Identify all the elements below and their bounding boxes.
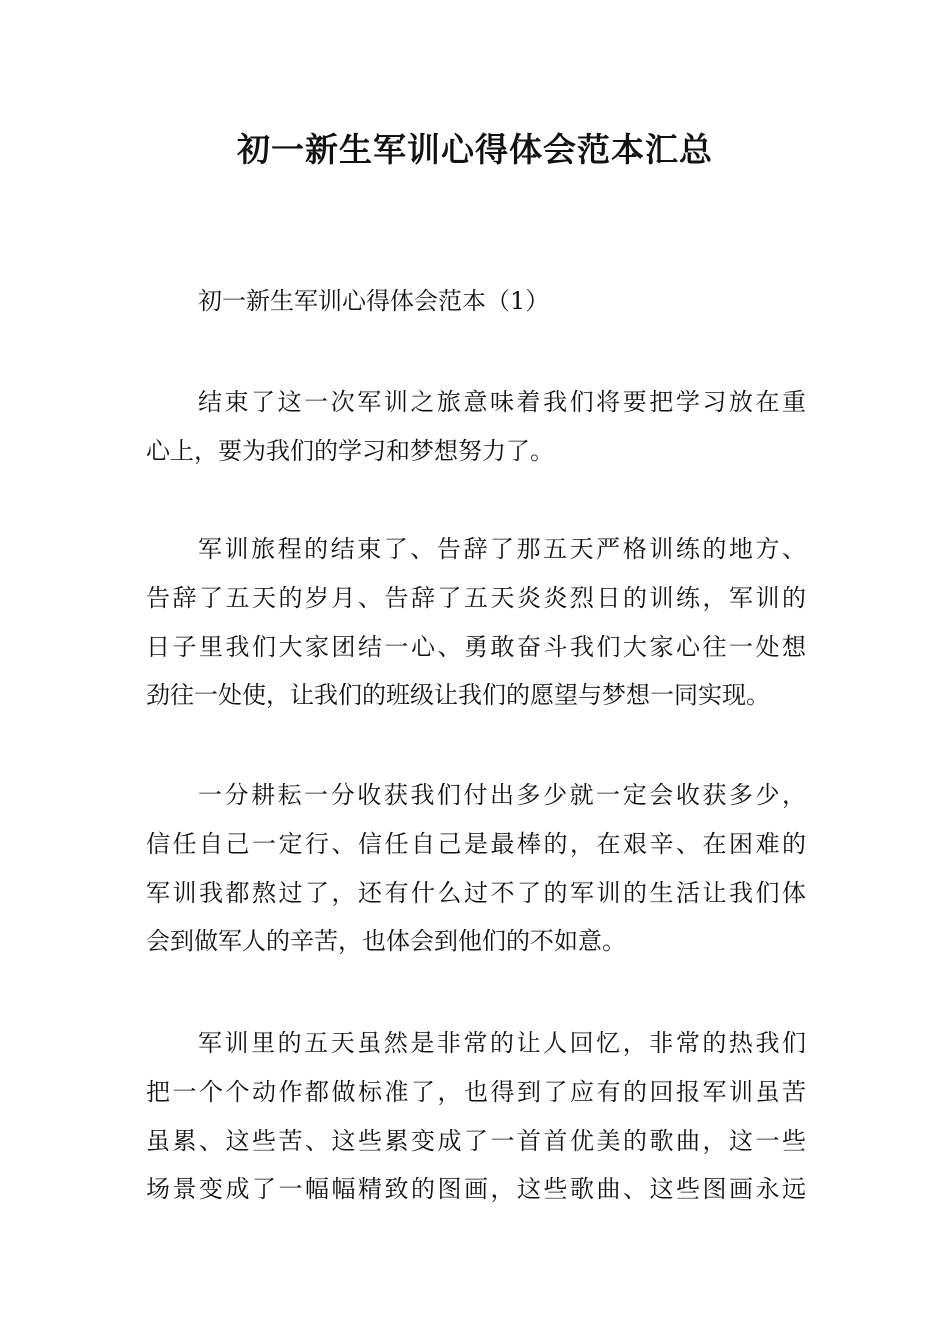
paragraph-line: 信任自己一定行、信任自己是最棒的，在艰辛、在困难的 [146, 829, 806, 858]
paragraph-line: 场景变成了一幅幅精致的图画，这些歌曲、这些图画永远 [146, 1175, 806, 1204]
paragraph-3 [146, 771, 806, 966]
document-title: 初一新生军训心得体会范本汇总 [237, 130, 713, 169]
paragraph-2 [146, 525, 806, 720]
paragraph-line: 军训旅程的结束了、告辞了那五天严格训练的地方、 [198, 535, 806, 563]
paragraph-line: 会到做军人的辛苦，也体会到他们的不如意。 [146, 927, 626, 956]
paragraph-1 [146, 378, 806, 476]
section-heading: 初一新生军训心得体会范本（1） [198, 287, 550, 315]
paragraph-line: 军训里的五天虽然是非常的让人回忆，非常的热我们 [198, 1029, 806, 1057]
paragraph-line: 把一个个动作都做标准了，也得到了应有的回报军训虽苦 [146, 1077, 806, 1106]
paragraph-line: 日子里我们大家团结一心、勇敢奋斗我们大家心往一处想 [146, 632, 806, 661]
paragraph-line: 告辞了五天的岁月、告辞了五天炎炎烈日的训练，军训的 [146, 583, 806, 612]
paragraph-line: 心上，要为我们的学习和梦想努力了。 [146, 436, 554, 465]
paragraph-4 [146, 1019, 806, 1214]
paragraph-line: 一分耕耘一分收获我们付出多少就一定会收获多少， [198, 781, 806, 809]
paragraph-line: 结束了这一次军训之旅意味着我们将要把学习放在重 [198, 388, 806, 416]
paragraph-line: 军训我都熬过了，还有什么过不了的军训的生活让我们体 [146, 878, 806, 907]
paragraph-line: 虽累、这些苦、这些累变成了一首首优美的歌曲，这一些 [146, 1126, 806, 1155]
paragraph-line: 劲往一处使，让我们的班级让我们的愿望与梦想一同实现。 [146, 681, 770, 710]
